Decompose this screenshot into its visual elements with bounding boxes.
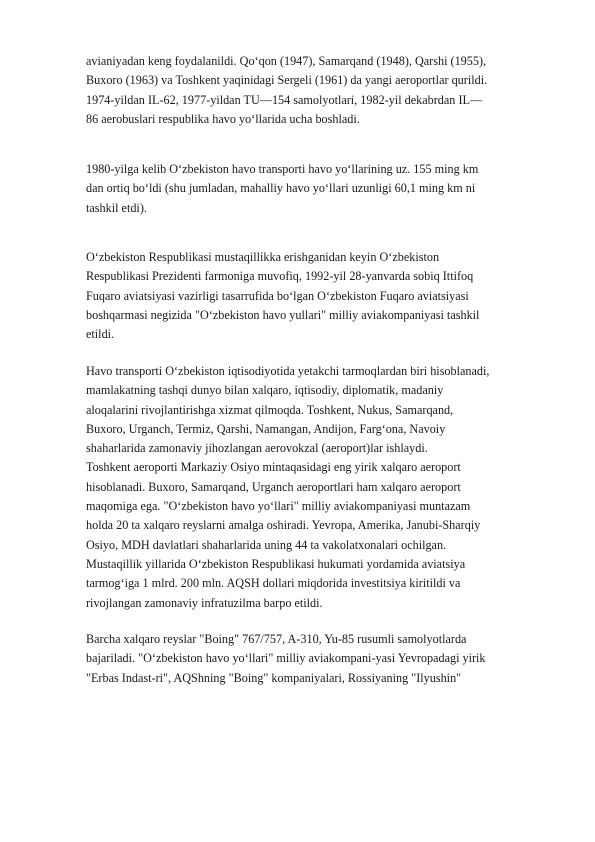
text-line: dan ortiq boʻldi (shu jumladan, mahalliy havo yoʻllari uzunligi 60,1 ming km ni [86, 181, 476, 196]
text-line: 1980-yilga kelib Oʻzbekiston havo transporti havo yoʻllarining uz. 155 ming km [86, 162, 479, 176]
paragraph [86, 248, 479, 344]
text-line: etildi. [86, 327, 115, 342]
text-line: aloqalarini rivojlantirishga xizmat qilmoqda. Toshkent, Nukus, Samarqand, [86, 402, 454, 417]
text-line: "Erbas Indast-ri", AQShning "Boing" kompaniyalari, Rossiyaning "Ilyushin" [86, 670, 462, 685]
text-line: Oʻzbekiston Respublikasi mustaqillikka erishganidan keyin Oʻzbekiston [86, 250, 440, 264]
text-line: Buxoro, Urganch, Termiz, Qarshi, Namangan, Andijon, Fargʻona, Navoiy [86, 421, 446, 436]
text-line: Fuqaro aviatsiyasi vazirligi tasarrufida boʻlgan Oʻzbekiston Fuqaro aviatsiyasi [86, 288, 469, 303]
paragraph [86, 52, 487, 129]
text-line: Osiyo, MDH davlatlari shaharlarida uning 44 ta vakolatxonalari ochilgan. [86, 537, 447, 552]
text-line: Respublikasi Prezidenti farmoniga muvofiq, 1992-yil 28-yanvarda sobiq Ittifoq [86, 269, 474, 284]
text-line: Havo transporti Oʻzbekiston iqtisodiyotida yetakchi tarmoqlardan biri hisoblanadi, [86, 364, 490, 378]
text-line: Buxoro (1963) va Toshkent yaqinidagi Sergeli (1961) da yangi aeroportlar qurildi. [86, 73, 488, 88]
paragraph [86, 160, 478, 218]
text-line: maqomiga ega. "Oʻzbekiston havo yoʻllari" milliy aviakompaniyasi muntazam [86, 499, 471, 514]
text-line: hisoblanadi. Buxoro, Samarqand, Urganch aeroportlari ham xalqaro aeroport [86, 479, 461, 494]
paragraph [86, 362, 489, 613]
text-line: Barcha xalqaro reyslar "Boing" 767/757, A-310, Yu-85 rusumli samolyotlarda [86, 632, 467, 646]
text-line: tarmogʻiga 1 mlrd. 200 mln. AQSH dollari miqdorida investitsiya kiritildi va [86, 576, 461, 591]
paragraph [86, 630, 486, 688]
text-line: 86 aerobuslari respublika havo yoʻllarida ucha boshladi. [86, 111, 360, 126]
text-line: mamlakatning tashqi dunyo bilan xalqaro, iqtisodiy, diplomatik, madaniy [86, 383, 444, 398]
text-line: avianiyadan keng foydalanildi. Qoʻqon (1947), Samarqand (1948), Qarshi (1955), [86, 54, 487, 68]
text-line: boshqarmasi negizida "Oʻzbekiston havo yullari" milliy aviakompaniyasi tashkil [86, 307, 480, 322]
text-line: Toshkent aeroporti Markaziy Osiyo mintaqasidagi eng yirik xalqaro aeroport [86, 460, 461, 475]
text-line: Mustaqillik yillarida Oʻzbekiston Respublikasi hukumati yordamida aviatsiya [86, 556, 466, 571]
text-line: tashkil etdi). [86, 200, 147, 215]
text-line: holda 20 ta xalqaro reyslarni amalga oshiradi. Yevropa, Amerika, Janubi-Sharqiy [86, 518, 481, 533]
text-line: rivojlangan zamonaviy infratuzilma barpo etildi. [86, 595, 323, 610]
text-line: bajariladi. "Oʻzbekiston havo yoʻllari" milliy aviakompani-yasi Yevropadagi yirik [86, 651, 486, 666]
text-line: 1974-yildan IL-62, 1977-yildan TU—154 samolyotlari, 1982-yil dekabrdan IL— [86, 92, 483, 107]
text-line: shaharlarida zamonaviy jihozlangan aerovokzal (aeroport)lar ishlaydi. [86, 441, 428, 456]
